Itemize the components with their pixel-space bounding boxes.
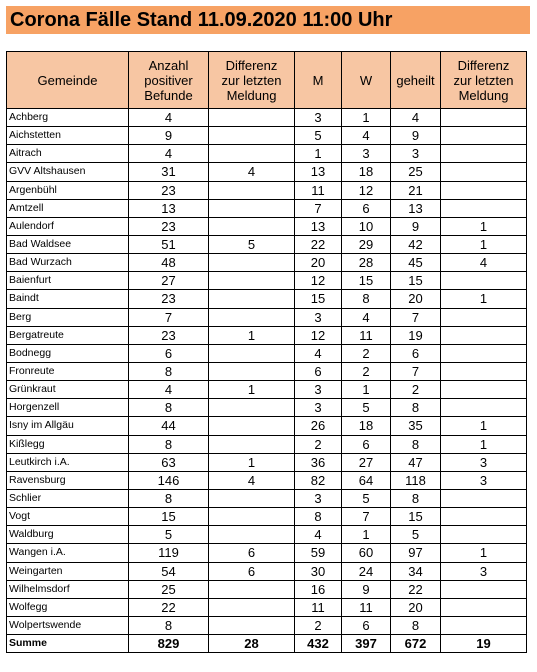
- header-differenz-line: Meldung: [458, 87, 509, 103]
- cell-differenz-geheilt: [441, 308, 527, 326]
- cell-differenz-geheilt: 3: [441, 453, 527, 471]
- cell-gemeinde: Horgenzell: [7, 399, 129, 417]
- cell-m: 12: [295, 326, 342, 344]
- header-differenz-line: Meldung: [226, 87, 277, 103]
- cell-differenz: 5: [209, 235, 295, 253]
- cell-geheilt: 672: [391, 635, 441, 653]
- cell-w: 29: [342, 235, 391, 253]
- cell-differenz: [209, 526, 295, 544]
- cell-differenz-geheilt: 4: [441, 254, 527, 272]
- cell-geheilt: 19: [391, 326, 441, 344]
- header-anzahl-line: positiver: [144, 72, 193, 88]
- table-row: [7, 181, 527, 199]
- cell-w: 11: [342, 326, 391, 344]
- cell-anzahl: 51: [129, 235, 209, 253]
- cell-w: 3: [342, 145, 391, 163]
- cell-gemeinde: Vogt: [7, 508, 129, 526]
- cell-geheilt: 7: [391, 362, 441, 380]
- cell-anzahl: 15: [129, 508, 209, 526]
- cell-m: 3: [295, 399, 342, 417]
- cell-differenz: [209, 308, 295, 326]
- cell-gemeinde: Isny im Allgäu: [7, 417, 129, 435]
- cell-differenz-geheilt: 19: [441, 635, 527, 653]
- cell-geheilt: 97: [391, 544, 441, 562]
- cell-gemeinde: GVV Altshausen: [7, 163, 129, 181]
- cell-m: 30: [295, 562, 342, 580]
- cell-w: 24: [342, 562, 391, 580]
- cell-differenz: [209, 272, 295, 290]
- cell-differenz-geheilt: [441, 362, 527, 380]
- cell-differenz: [209, 344, 295, 362]
- cell-m: 3: [295, 109, 342, 127]
- cell-w: 2: [342, 344, 391, 362]
- cell-differenz-geheilt: [441, 598, 527, 616]
- cell-differenz: 1: [209, 326, 295, 344]
- cell-geheilt: 8: [391, 399, 441, 417]
- cell-differenz-geheilt: 1: [441, 235, 527, 253]
- cell-differenz-geheilt: [441, 199, 527, 217]
- cell-anzahl: 8: [129, 435, 209, 453]
- table-row: [7, 399, 527, 417]
- cell-gemeinde: Achberg: [7, 109, 129, 127]
- title-bar: [6, 6, 530, 34]
- cell-anzahl: 4: [129, 145, 209, 163]
- cell-differenz: [209, 127, 295, 145]
- cell-gemeinde: Argenbühl: [7, 181, 129, 199]
- cell-w: 1: [342, 109, 391, 127]
- cell-geheilt: 9: [391, 127, 441, 145]
- cell-m: 4: [295, 344, 342, 362]
- cell-differenz-geheilt: [441, 381, 527, 399]
- table-row: [7, 489, 527, 507]
- table-row: [7, 217, 527, 235]
- table-row: [7, 453, 527, 471]
- cell-differenz-geheilt: [441, 489, 527, 507]
- cell-w: 64: [342, 471, 391, 489]
- cell-anzahl: 8: [129, 616, 209, 634]
- cell-differenz: 1: [209, 381, 295, 399]
- cell-m: 432: [295, 635, 342, 653]
- cell-geheilt: 42: [391, 235, 441, 253]
- cell-geheilt: 47: [391, 453, 441, 471]
- cell-geheilt: 8: [391, 435, 441, 453]
- cell-m: 12: [295, 272, 342, 290]
- cell-w: 397: [342, 635, 391, 653]
- cell-anzahl: 54: [129, 562, 209, 580]
- cell-gemeinde: Baindt: [7, 290, 129, 308]
- cell-differenz: 1: [209, 453, 295, 471]
- table-row: [7, 344, 527, 362]
- cell-anzahl: 23: [129, 181, 209, 199]
- summe-row: [7, 635, 527, 653]
- cell-geheilt: 9: [391, 217, 441, 235]
- cell-m: 11: [295, 598, 342, 616]
- cell-differenz-geheilt: 1: [441, 435, 527, 453]
- cell-anzahl: 9: [129, 127, 209, 145]
- cell-geheilt: 21: [391, 181, 441, 199]
- cell-differenz: [209, 435, 295, 453]
- cell-gemeinde: Kißlegg: [7, 435, 129, 453]
- cell-anzahl: 8: [129, 362, 209, 380]
- header-anzahl-line: Befunde: [144, 87, 193, 103]
- cell-gemeinde: Bodnegg: [7, 344, 129, 362]
- cell-differenz-geheilt: [441, 163, 527, 181]
- cell-m: 3: [295, 308, 342, 326]
- cell-differenz-geheilt: 3: [441, 562, 527, 580]
- cell-geheilt: 20: [391, 598, 441, 616]
- cell-anzahl: 7: [129, 308, 209, 326]
- cell-gemeinde: Bad Waldsee: [7, 235, 129, 253]
- cell-m: 11: [295, 181, 342, 199]
- cell-gemeinde: Amtzell: [7, 199, 129, 217]
- cell-geheilt: 20: [391, 290, 441, 308]
- cases-table: [6, 51, 527, 653]
- cell-differenz: [209, 580, 295, 598]
- table-row: [7, 562, 527, 580]
- cell-differenz: [209, 362, 295, 380]
- cell-w: 15: [342, 272, 391, 290]
- cell-differenz-geheilt: [441, 580, 527, 598]
- table-row: [7, 145, 527, 163]
- cell-differenz: [209, 399, 295, 417]
- table-row: [7, 598, 527, 616]
- cell-differenz-geheilt: 1: [441, 217, 527, 235]
- cell-differenz-geheilt: [441, 526, 527, 544]
- cell-anzahl: 829: [129, 635, 209, 653]
- cell-differenz: [209, 199, 295, 217]
- cell-anzahl: 31: [129, 163, 209, 181]
- cell-differenz-geheilt: [441, 508, 527, 526]
- table-row: [7, 580, 527, 598]
- table-row: [7, 435, 527, 453]
- cell-gemeinde: Wolpertswende: [7, 616, 129, 634]
- cell-anzahl: 27: [129, 272, 209, 290]
- cell-anzahl: 5: [129, 526, 209, 544]
- cell-geheilt: 15: [391, 508, 441, 526]
- cell-gemeinde: Baienfurt: [7, 272, 129, 290]
- cell-gemeinde: Wangen i.A.: [7, 544, 129, 562]
- cell-w: 27: [342, 453, 391, 471]
- cell-anzahl: 44: [129, 417, 209, 435]
- cell-w: 4: [342, 308, 391, 326]
- cell-w: 5: [342, 399, 391, 417]
- cell-gemeinde: Aulendorf: [7, 217, 129, 235]
- table-row: [7, 616, 527, 634]
- cell-w: 7: [342, 508, 391, 526]
- cell-w: 6: [342, 199, 391, 217]
- cell-gemeinde: Summe: [7, 635, 129, 653]
- header-differenz-geheilt: [441, 52, 527, 109]
- cell-geheilt: 35: [391, 417, 441, 435]
- cell-gemeinde: Ravensburg: [7, 471, 129, 489]
- cell-anzahl: 25: [129, 580, 209, 598]
- cell-gemeinde: Bergatreute: [7, 326, 129, 344]
- cell-w: 28: [342, 254, 391, 272]
- cell-differenz-geheilt: [441, 127, 527, 145]
- cell-differenz-geheilt: [441, 145, 527, 163]
- cell-m: 6: [295, 362, 342, 380]
- cell-w: 12: [342, 181, 391, 199]
- cell-anzahl: 23: [129, 326, 209, 344]
- cell-geheilt: 5: [391, 526, 441, 544]
- table-row: [7, 544, 527, 562]
- table-row: [7, 526, 527, 544]
- cell-m: 1: [295, 145, 342, 163]
- table-row: [7, 109, 527, 127]
- cell-gemeinde: Wolfegg: [7, 598, 129, 616]
- cell-m: 4: [295, 526, 342, 544]
- cell-geheilt: 2: [391, 381, 441, 399]
- header-gemeinde: Gemeinde: [7, 52, 129, 109]
- cell-anzahl: 6: [129, 344, 209, 362]
- cell-differenz: 4: [209, 163, 295, 181]
- cell-gemeinde: Berg: [7, 308, 129, 326]
- cell-m: 3: [295, 381, 342, 399]
- table-row: [7, 127, 527, 145]
- cell-geheilt: 15: [391, 272, 441, 290]
- header-m: M: [295, 52, 342, 109]
- table-body: [7, 109, 527, 653]
- cell-m: 5: [295, 127, 342, 145]
- cell-differenz-geheilt: [441, 344, 527, 362]
- cell-differenz-geheilt: [441, 109, 527, 127]
- cell-w: 11: [342, 598, 391, 616]
- cell-m: 22: [295, 235, 342, 253]
- cell-w: 10: [342, 217, 391, 235]
- cell-differenz-geheilt: [441, 272, 527, 290]
- page-title: Corona Fälle Stand 11.09.2020 11:00 Uhr: [10, 9, 393, 31]
- table-row: [7, 471, 527, 489]
- cell-m: 2: [295, 435, 342, 453]
- cell-m: 13: [295, 217, 342, 235]
- cell-anzahl: 8: [129, 399, 209, 417]
- cell-anzahl: 146: [129, 471, 209, 489]
- cell-gemeinde: Aitrach: [7, 145, 129, 163]
- cell-differenz: [209, 616, 295, 634]
- cell-w: 6: [342, 616, 391, 634]
- cell-differenz: [209, 489, 295, 507]
- cell-differenz: [209, 145, 295, 163]
- header-differenz-line: Differenz: [457, 57, 510, 73]
- cell-geheilt: 45: [391, 254, 441, 272]
- table-row: [7, 381, 527, 399]
- cell-w: 2: [342, 362, 391, 380]
- header-differenz: [209, 52, 295, 109]
- cell-geheilt: 4: [391, 109, 441, 127]
- cell-differenz-geheilt: 1: [441, 544, 527, 562]
- cell-differenz: [209, 109, 295, 127]
- header-differenz-line: zur letzten: [221, 72, 282, 88]
- table-row: [7, 163, 527, 181]
- cell-differenz: [209, 598, 295, 616]
- cell-differenz: 28: [209, 635, 295, 653]
- table-row: [7, 290, 527, 308]
- table-row: [7, 235, 527, 253]
- cell-w: 18: [342, 417, 391, 435]
- cell-w: 6: [342, 435, 391, 453]
- cell-differenz-geheilt: 1: [441, 290, 527, 308]
- cell-differenz: [209, 217, 295, 235]
- table-row: [7, 272, 527, 290]
- cell-w: 18: [342, 163, 391, 181]
- cell-geheilt: 13: [391, 199, 441, 217]
- table-row: [7, 254, 527, 272]
- header-geheilt: geheilt: [391, 52, 441, 109]
- cell-anzahl: 4: [129, 381, 209, 399]
- cell-m: 20: [295, 254, 342, 272]
- header-differenz-line: zur letzten: [453, 72, 514, 88]
- cell-gemeinde: Schlier: [7, 489, 129, 507]
- cell-m: 7: [295, 199, 342, 217]
- cell-geheilt: 25: [391, 163, 441, 181]
- cell-gemeinde: Wilhelmsdorf: [7, 580, 129, 598]
- header-anzahl-line: Anzahl: [148, 57, 189, 73]
- cell-differenz: [209, 417, 295, 435]
- cell-anzahl: 23: [129, 217, 209, 235]
- table-row: [7, 199, 527, 217]
- cell-m: 16: [295, 580, 342, 598]
- cell-anzahl: 22: [129, 598, 209, 616]
- cell-w: 1: [342, 381, 391, 399]
- cell-gemeinde: Weingarten: [7, 562, 129, 580]
- cell-geheilt: 118: [391, 471, 441, 489]
- cell-differenz: 4: [209, 471, 295, 489]
- table-row: [7, 326, 527, 344]
- cell-gemeinde: Waldburg: [7, 526, 129, 544]
- cell-differenz: 6: [209, 544, 295, 562]
- header-anzahl: [129, 52, 209, 109]
- cell-w: 8: [342, 290, 391, 308]
- cell-anzahl: 4: [129, 109, 209, 127]
- cell-anzahl: 23: [129, 290, 209, 308]
- cell-gemeinde: Leutkirch i.A.: [7, 453, 129, 471]
- cell-anzahl: 48: [129, 254, 209, 272]
- cell-m: 3: [295, 489, 342, 507]
- header-row: [7, 52, 527, 109]
- cell-m: 8: [295, 508, 342, 526]
- cell-gemeinde: Bad Wurzach: [7, 254, 129, 272]
- cell-w: 5: [342, 489, 391, 507]
- cell-m: 36: [295, 453, 342, 471]
- header-differenz-line: Differenz: [225, 57, 278, 73]
- cell-gemeinde: Grünkraut: [7, 381, 129, 399]
- cell-m: 13: [295, 163, 342, 181]
- cell-differenz: [209, 254, 295, 272]
- cell-gemeinde: Aichstetten: [7, 127, 129, 145]
- cell-geheilt: 22: [391, 580, 441, 598]
- cell-differenz: [209, 290, 295, 308]
- cell-differenz: 6: [209, 562, 295, 580]
- cell-geheilt: 8: [391, 489, 441, 507]
- cell-anzahl: 8: [129, 489, 209, 507]
- cell-anzahl: 13: [129, 199, 209, 217]
- cell-anzahl: 119: [129, 544, 209, 562]
- cell-m: 2: [295, 616, 342, 634]
- cell-gemeinde: Fronreute: [7, 362, 129, 380]
- cell-geheilt: 8: [391, 616, 441, 634]
- cell-m: 59: [295, 544, 342, 562]
- cell-differenz-geheilt: [441, 616, 527, 634]
- table-row: [7, 417, 527, 435]
- cell-differenz-geheilt: 3: [441, 471, 527, 489]
- table-row: [7, 308, 527, 326]
- table-row: [7, 508, 527, 526]
- cell-differenz-geheilt: [441, 326, 527, 344]
- cell-m: 15: [295, 290, 342, 308]
- cell-differenz-geheilt: [441, 399, 527, 417]
- cell-w: 60: [342, 544, 391, 562]
- cell-geheilt: 34: [391, 562, 441, 580]
- cell-differenz-geheilt: [441, 181, 527, 199]
- cell-differenz: [209, 508, 295, 526]
- cell-m: 82: [295, 471, 342, 489]
- cell-differenz-geheilt: 1: [441, 417, 527, 435]
- cell-anzahl: 63: [129, 453, 209, 471]
- table-row: [7, 362, 527, 380]
- cell-w: 9: [342, 580, 391, 598]
- cell-geheilt: 3: [391, 145, 441, 163]
- header-w: W: [342, 52, 391, 109]
- cell-w: 4: [342, 127, 391, 145]
- cell-w: 1: [342, 526, 391, 544]
- cell-m: 26: [295, 417, 342, 435]
- cell-differenz: [209, 181, 295, 199]
- cell-geheilt: 6: [391, 344, 441, 362]
- cell-geheilt: 7: [391, 308, 441, 326]
